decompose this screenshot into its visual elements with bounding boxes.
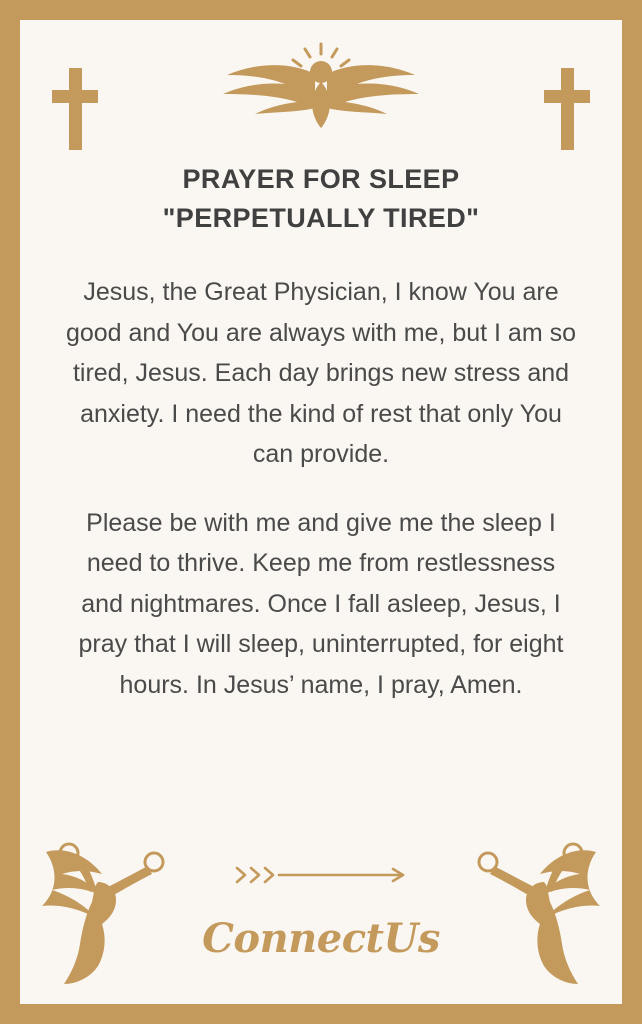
cross-vertical-bar: [561, 68, 574, 150]
title-line-1: PRAYER FOR SLEEP: [182, 164, 460, 194]
prayer-paragraph-2: Please be with me and give me the sleep I need to thrive. Keep me from restlessness and nightmares. Once I fall asleep, Jesus, I pray that I will sleep, uninterrupted, for eight hours. In Jesus’ name, I pray, Amen.: [78, 508, 564, 699]
cross-icon: [544, 68, 590, 150]
cross-vertical-bar: [69, 68, 82, 150]
poster-inner-panel: [20, 20, 622, 1004]
winged-sun-emblem-icon: [211, 42, 431, 128]
page-title: [20, 160, 622, 238]
title-line-2: "PERPETUALLY TIRED": [162, 203, 480, 234]
arrow-divider-icon: [231, 864, 411, 886]
prayer-paragraph-1: Jesus, the Great Physician, I know You are good and You are always with me, but I am so tired, Jesus. Each day brings new stress and anxiety. I need the kind of rest that only You can provide.: [65, 278, 577, 468]
cross-horizontal-bar: [544, 90, 590, 103]
cross-icon: [52, 68, 98, 150]
angel-icon: [36, 826, 168, 986]
cross-horizontal-bar: [52, 90, 98, 103]
brand-logo: ConnectUs: [202, 915, 440, 962]
prayer-text: [64, 272, 578, 705]
angel-icon: [474, 826, 606, 986]
